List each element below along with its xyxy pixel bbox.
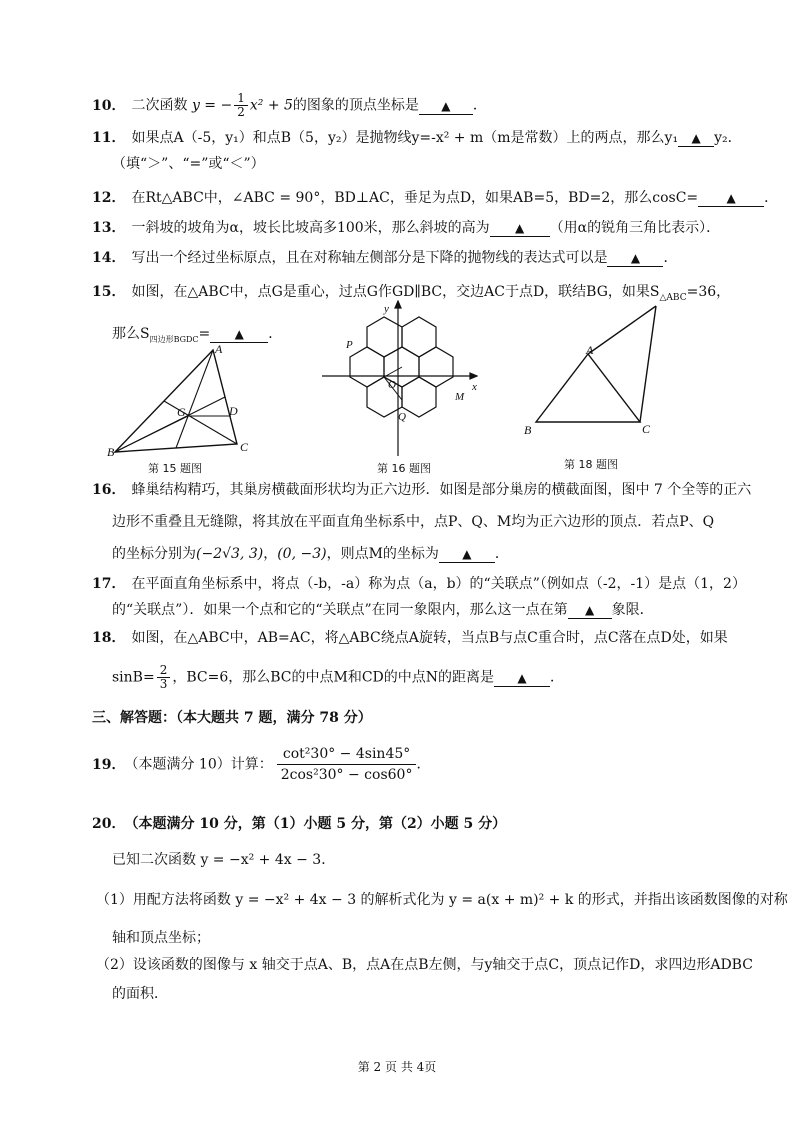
question-11: 11． 如果点A（-5，y₁）和点B（5，y₂）是抛物线y=-x² + m（m是常数）上的两点，那么y₁ ▲ y₂． [92, 130, 742, 146]
question-18: 18． 如图，在△ABC中，AB=AC，将△ABC绕点A旋转，当点B与点C重合时，点C落在点D处，如果 [92, 630, 728, 646]
question-15-line2: 那么$S_{四边形BGDC}=$ ▲ ． [112, 326, 283, 344]
fraction: $\frac{2}{3}$ [157, 664, 171, 691]
figure-18-caption: 第 18 题图 [564, 458, 618, 471]
label-y: y [384, 303, 389, 315]
question-11-note: （填“＞”、“=”或“＜”） [112, 156, 265, 172]
label-M: M [455, 391, 465, 403]
answer-blank[interactable]: ▲ [210, 326, 268, 343]
answer-blank[interactable]: ▲ [490, 220, 550, 237]
question-16: 16． 蜂巢结构精巧，其巢房横截面形状均为正六边形．如图是部分巢房的横截面图，图中 7 个全等的正六 [92, 482, 752, 498]
page-footer: 第 2 页 共 4页 [357, 1060, 437, 1074]
question-number: 10． [92, 97, 126, 114]
label-D: D [229, 404, 238, 418]
figure-16-honeycomb [322, 300, 478, 458]
question-13: 13． 一斜坡的坡角为α，坡长比坡高多100米，那么斜坡的高为 ▲ （用α的锐角三角比表示）． [92, 220, 721, 236]
label-A: A [586, 343, 594, 357]
label-O: O [388, 379, 396, 391]
question-20-part1: （1）用配方法将函数 y = −x² + 4x − 3 的解析式化为 y = a(x + m)² + k 的形式，并指出该函数图像的对称 [96, 892, 788, 908]
label-x: x [472, 381, 477, 393]
question-17: 17． 在平面直角坐标系中，将点（-b，-a）称为点（a，b）的“关联点”（例如点（-2，-1）是点（1，2） [92, 576, 746, 592]
label-Q: Q [398, 411, 406, 423]
answer-blank[interactable]: ▲ [698, 190, 764, 207]
fraction: $\frac{1}{2}$ [234, 92, 248, 119]
question-10: 10． 二次函数 y = − $\frac{1}{2}$ x² + 5的图象的顶点坐标是 ▲ ． [92, 91, 487, 119]
question-20: 20． （本题满分 10 分，第（1）小题 5 分，第（2）小题 5 分） [92, 816, 507, 832]
expression-fraction: $\frac{\text{cot²30° − 4sin45°}}{\text{2cos²30° − cos60°}}$ [277, 744, 417, 785]
label-B: B [524, 423, 532, 437]
answer-blank[interactable]: ▲ [439, 546, 495, 563]
question-12: 12． 在Rt△ABC中，∠ABC = 90°，BD⊥AC，垂足为点D，如果AB=5，BD=2，那么cosC= ▲ ． [92, 190, 779, 206]
question-20-part2: （2）设该函数的图像与 x 轴交于点A、B，点A在点B左侧，与y轴交于点C，顶点记作D，求四边形ADBC [96, 957, 753, 973]
label-C: C [642, 422, 651, 436]
label-G: G [177, 405, 186, 419]
question-17-line2: 的“关联点”）．如果一个点和它的“关联点”在同一象限内，那么这一点在第 ▲ 象限． [112, 602, 654, 618]
label-B: B [107, 445, 115, 459]
figure-15-triangle [105, 340, 265, 460]
answer-blank[interactable]: ▲ [494, 670, 550, 687]
question-20-given: 已知二次函数 y = −x² + 4x − 3． [112, 852, 336, 868]
question-16-line2: 边形不重叠且无缝隙，将其放在平面直角坐标系中，点P、Q、M均为正六边形的顶点．若点P、Q [112, 514, 715, 530]
figure-15-caption: 第 15 题图 [148, 462, 202, 475]
question-20-part2-cont: 的面积． [112, 986, 168, 1002]
question-16-line3: 的坐标分别为(−2√3, 3)，(0, −3)，则点M的坐标为 ▲ ． [112, 546, 509, 562]
answer-blank[interactable]: ▲ [607, 250, 663, 267]
section-3-heading: 三、解答题：（本大题共 7 题，满分 78 分） [92, 710, 372, 726]
question-18-line2: sinB= $\frac{2}{3}$ ，BC=6，那么BC的中点M和CD的中点N的距离是 ▲ ． [112, 663, 565, 691]
label-A: A [215, 342, 223, 356]
answer-blank[interactable]: ▲ [419, 98, 473, 115]
question-20-part1-cont: 轴和顶点坐标； [112, 930, 210, 946]
answer-blank[interactable]: ▲ [568, 602, 612, 619]
question-15: 15． 如图，在△ABC中，点G是重心，过点G作GD∥BC，交边AC于点D，联结BG，如果$S_{\triangle ABC}=36$， [92, 284, 731, 303]
question-14: 14． 写出一个经过坐标原点，且在对称轴左侧部分是下降的抛物线的表达式可以是 ▲ ． [92, 250, 678, 266]
figure-18-triangle [520, 296, 670, 442]
label-C: C [240, 440, 249, 454]
label-P: P [346, 339, 353, 351]
question-19: 19． （本题满分 10）计算： $\frac{\text{cot²30° − 4sin45°}}{\text{2cos²30° − cos60°}}$ ． [92, 746, 431, 783]
figure-16-caption: 第 16 题图 [377, 462, 431, 475]
answer-blank[interactable]: ▲ [678, 130, 714, 147]
